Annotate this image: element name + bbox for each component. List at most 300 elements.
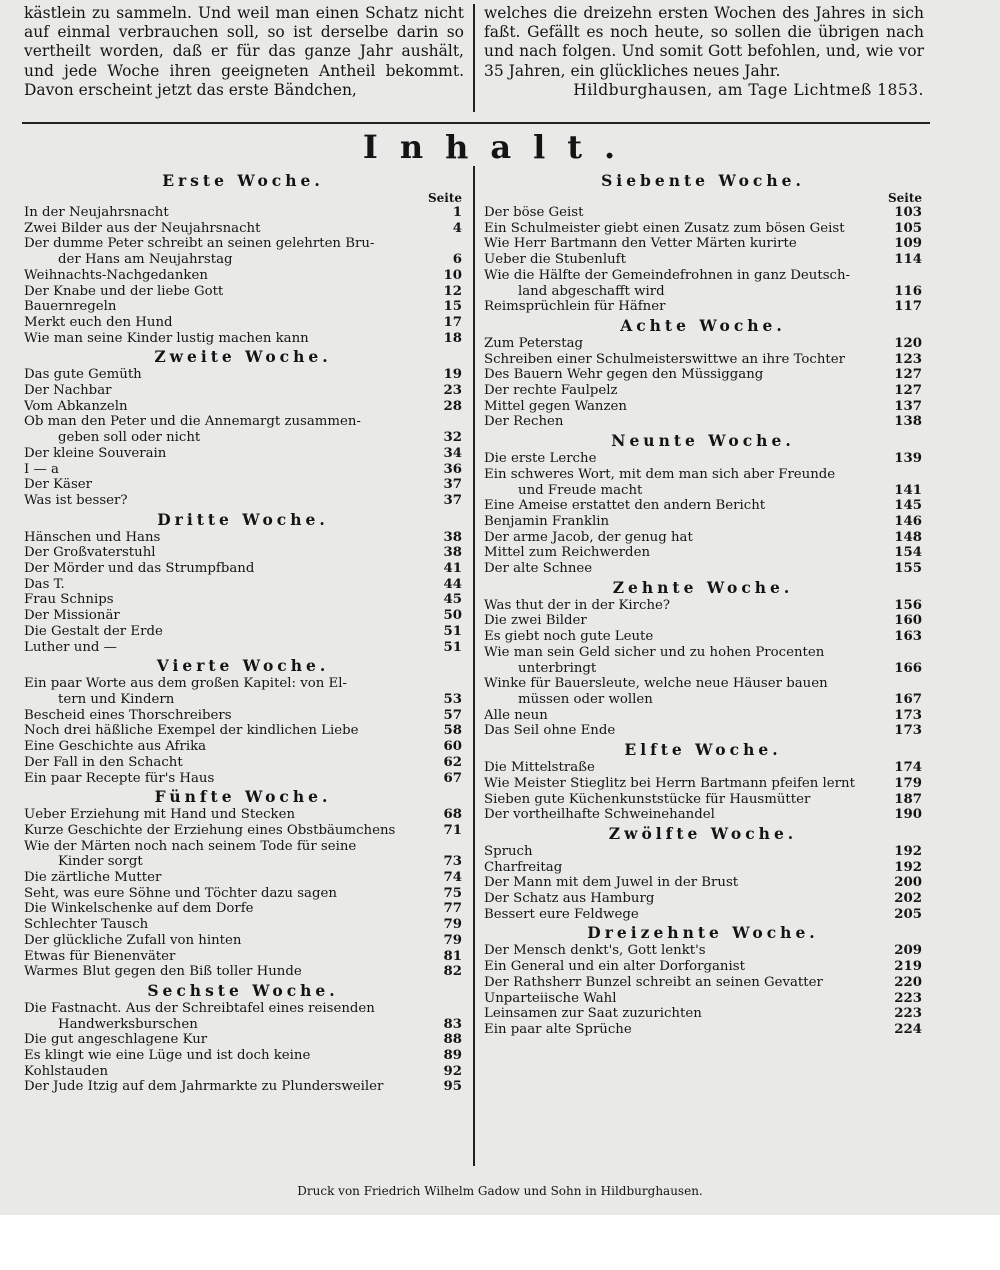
toc-entry-page: 123 (894, 351, 922, 367)
toc-entry (484, 692, 922, 708)
toc-entry (484, 629, 922, 645)
toc-entry-page: 187 (894, 791, 922, 807)
toc-entry-title: Ueber Erziehung mit Hand und Stecken (24, 807, 296, 823)
toc-entry (484, 561, 922, 577)
toc-entry-page: 127 (894, 383, 922, 399)
toc-entry-page: 92 (443, 1063, 462, 1079)
week-heading: Zwölfte Woche. (608, 823, 798, 843)
toc-entry-page: 146 (894, 513, 922, 529)
toc-entry (24, 755, 462, 771)
toc-entry-title: Hänschen und Hans (24, 529, 161, 545)
toc-entry (24, 624, 462, 640)
toc-entry-page: 74 (443, 870, 462, 886)
toc-entry-title: Der Mörder und das Strumpfband (24, 561, 255, 577)
toc-entry-title: Wie Herr Bartmann den Vetter Märten kurirte (484, 236, 797, 252)
toc-entry-title: unterbringt (518, 660, 597, 676)
toc-entry (484, 483, 922, 499)
toc-entry-page: 141 (894, 482, 922, 498)
toc-entry-title: Der Jude Itzig auf dem Jahrmarkte zu Plundersweiler (24, 1079, 384, 1095)
toc-entry-title: Ein General und ein alter Dorforganist (484, 959, 745, 975)
toc-entry-page: 10 (443, 267, 462, 283)
toc-entry-page: 156 (894, 597, 922, 613)
toc-entry (484, 299, 922, 315)
toc-entry (24, 1048, 462, 1064)
toc-entry-page: 50 (443, 608, 462, 624)
toc-entry (484, 844, 922, 860)
toc-entry-page: 148 (894, 529, 922, 545)
toc-entry-page: 1 (452, 205, 462, 220)
toc-entry-page: 192 (894, 843, 922, 859)
toc-entry (24, 530, 462, 546)
toc-entry-title: Reimsprüchlein für Häfner (484, 299, 666, 315)
toc-entry (24, 221, 462, 237)
toc-entry-title: tern und Kindern (58, 691, 175, 707)
toc-entry-title: Wie Meister Stieglitz bei Herrn Bartmann pfeifen lernt (484, 775, 855, 791)
toc-entry (484, 414, 922, 430)
toc-entry (24, 462, 462, 478)
toc-entry-title: Die zärtliche Mutter (24, 870, 162, 886)
toc-entry (484, 907, 922, 923)
toc-entry-title: Es klingt wie eine Lüge und ist doch keine (24, 1048, 311, 1064)
toc-entry-title: Der Knabe und der liebe Gott (24, 283, 224, 299)
toc-entry-title: Etwas für Bienenväter (24, 948, 176, 964)
toc-entry (24, 723, 462, 739)
toc-entry (24, 1001, 462, 1017)
toc-entry-page: 17 (443, 314, 462, 330)
toc-entry-page: 53 (443, 691, 462, 707)
toc-entry (24, 949, 462, 965)
toc-entry (484, 975, 922, 991)
week-heading: Elfte Woche. (624, 740, 782, 760)
toc-entry-page: 34 (443, 445, 462, 461)
toc-entry-title: Alle neun (484, 707, 548, 723)
toc-entry-title: Der vortheilhafte Schweinehandel (484, 807, 715, 823)
toc-entry-title: Der Rechen (484, 414, 564, 430)
toc-entry (484, 252, 922, 268)
toc-entry-title: Benjamin Franklin (484, 513, 610, 529)
toc-entry-title: Ein paar Worte aus dem großen Kapitel: von El- (24, 676, 347, 692)
toc-entry-title: Eine Geschichte aus Afrika (24, 739, 207, 755)
toc-entry-page: 4 (452, 220, 462, 236)
toc-entry-page: 167 (894, 691, 922, 707)
toc-entry (24, 886, 462, 902)
toc-entry (24, 771, 462, 787)
toc-entry-page: 174 (894, 760, 922, 776)
toc-entry-page: 67 (443, 770, 462, 786)
toc-entry-page: 155 (894, 561, 922, 577)
toc-entry-page: 58 (443, 723, 462, 739)
toc-entry-title: Die Gestalt der Erde (24, 623, 163, 639)
week-heading: Neunte Woche. (611, 431, 795, 451)
toc-entry (24, 383, 462, 399)
toc-entry-page: 81 (443, 948, 462, 964)
toc-entry-title: Mittel zum Reichwerden (484, 545, 651, 561)
toc-entry (484, 236, 922, 252)
toc-entry-title: Der Mensch denkt's, Gott lenkt's (484, 943, 706, 959)
toc-entry-title: Bessert eure Feldwege (484, 906, 639, 922)
toc-entry-page: 38 (443, 545, 462, 561)
toc-entry (24, 268, 462, 284)
toc-entry (24, 545, 462, 561)
column-divider (473, 166, 475, 1166)
toc-entry-title: Ein paar Recepte für's Haus (24, 770, 215, 786)
toc-entry (24, 901, 462, 917)
toc-entry (24, 1064, 462, 1080)
toc-entry-title: Sieben gute Küchenkunststücke für Hausmütter (484, 791, 811, 807)
toc-entry (484, 367, 922, 383)
toc-entry (24, 739, 462, 755)
toc-entry-page: 95 (443, 1079, 462, 1095)
toc-right-column (484, 170, 922, 1038)
toc-entry (24, 561, 462, 577)
toc-entry (484, 284, 922, 300)
toc-entry-title: Frau Schnips (24, 592, 114, 608)
toc-entry-title: Wie man seine Kinder lustig machen kann (24, 330, 309, 346)
toc-entry (484, 545, 922, 561)
toc-entry-title: Der glückliche Zufall von hinten (24, 932, 242, 948)
toc-entry-title: Der kleine Souverain (24, 445, 167, 461)
toc-entry-title: Der Rathsherr Bunzel schreibt an seinen Gevatter (484, 974, 823, 990)
toc-entry-title: Des Bauern Wehr gegen den Müssiggang (484, 367, 764, 383)
toc-entry-title: Ueber die Stubenluft (484, 252, 626, 268)
toc-entry-page: 68 (443, 807, 462, 823)
toc-entry-page: 71 (443, 822, 462, 838)
toc-entry-title: der Hans am Neujahrstag (58, 252, 233, 268)
toc-entry-title: Eine Ameise erstattet den andern Bericht (484, 498, 766, 514)
page-title: Inhalt. (362, 128, 638, 166)
toc-entry (24, 1079, 462, 1095)
toc-entry-title: Der Mann mit dem Juwel in der Brust (484, 875, 739, 891)
toc-entry (24, 692, 462, 708)
toc-entry (24, 252, 462, 268)
toc-entry (24, 367, 462, 383)
toc-entry (24, 299, 462, 315)
toc-entry-page: 15 (443, 299, 462, 315)
toc-entry-page: 223 (894, 990, 922, 1006)
toc-entry-title: und Freude macht (518, 482, 643, 498)
toc-entry-page: 19 (443, 367, 462, 383)
toc-entry-page: 51 (443, 623, 462, 639)
intro-right-text: welches die dreizehn ersten Wochen des Jahres in sich faßt. Gefällt es noch heute, so sollen die übrigen nach und nach folgen. Und somit Gott befohlen, und, wie vor 35 Jahren, ein glückliches neues Jahr. (484, 4, 924, 80)
toc-entry (24, 608, 462, 624)
intro-right-column (484, 4, 924, 100)
toc-entry-page: 6 (452, 252, 462, 268)
toc-entry-page: 160 (894, 613, 922, 629)
toc-entry (484, 645, 922, 661)
toc-entry-title: Schlechter Tausch (24, 917, 149, 933)
toc-entry-page: 79 (443, 932, 462, 948)
toc-entry (484, 514, 922, 530)
toc-entry-title: Das T. (24, 576, 65, 592)
week-heading: Achte Woche. (620, 315, 786, 335)
toc-entry (24, 284, 462, 300)
toc-entry-title: Charfreitag (484, 859, 563, 875)
toc-entry-title: Die Fastnacht. Aus der Schreibtafel eines reisenden (24, 1000, 375, 1016)
toc-entry-title: Weihnachts-Nachgedanken (24, 267, 208, 283)
toc-entry (24, 1017, 462, 1033)
toc-entry-title: Mittel gegen Wanzen (484, 398, 627, 414)
toc-entry (484, 708, 922, 724)
toc-entry-title: Kurze Geschichte der Erziehung eines Obstbäumchens (24, 822, 396, 838)
toc-entry (484, 661, 922, 677)
toc-entry (484, 723, 922, 739)
toc-entry-title: Zum Peterstag (484, 335, 584, 351)
week-heading: Fünfte Woche. (154, 787, 332, 807)
toc-entry-title: Der rechte Faulpelz (484, 383, 618, 399)
toc-entry (484, 943, 922, 959)
toc-entry-title: Warmes Blut gegen den Biß toller Hunde (24, 964, 302, 980)
toc-entry-title: Bescheid eines Thorschreibers (24, 707, 232, 723)
toc-entry-page: 127 (894, 367, 922, 383)
toc-entry (484, 613, 922, 629)
toc-entry-title: Der Käser (24, 477, 93, 493)
toc-entry (484, 792, 922, 808)
toc-entry-page: 138 (894, 414, 922, 430)
toc-entry-page: 28 (443, 398, 462, 414)
intro-signature: Hildburghausen, am Tage Lichtmeß 1853. (573, 80, 924, 99)
toc-entry (24, 477, 462, 493)
toc-entry (484, 760, 922, 776)
toc-entry-title: Der arme Jacob, der genug hat (484, 529, 693, 545)
toc-entry (24, 854, 462, 870)
toc-entry (24, 839, 462, 855)
toc-entry-page: 103 (894, 205, 922, 220)
toc-entry (484, 352, 922, 368)
week-heading: Dritte Woche. (157, 509, 329, 529)
toc-entry (24, 331, 462, 347)
toc-entry-page: 82 (443, 964, 462, 980)
intro-left-column (24, 4, 464, 100)
toc-entry (484, 991, 922, 1007)
toc-entry-page: 114 (894, 252, 922, 268)
toc-entry-page: 163 (894, 629, 922, 645)
toc-entry-page: 79 (443, 917, 462, 933)
toc-entry-title: Der alte Schnee (484, 561, 593, 577)
toc-entry (484, 875, 922, 891)
toc-entry-page: 117 (894, 299, 922, 315)
week-heading: Vierte Woche. (156, 656, 330, 676)
toc-entry-page: 57 (443, 707, 462, 723)
toc-entry-title: Der Großvaterstuhl (24, 545, 156, 561)
toc-entry-page: 202 (894, 891, 922, 907)
toc-entry-title: I — a (24, 461, 59, 477)
toc-entry (24, 823, 462, 839)
toc-entry-page: 223 (894, 1006, 922, 1022)
toc-left-column (24, 170, 462, 1095)
toc-entry-title: Wie man sein Geld sicher und zu hohen Procenten (484, 644, 825, 660)
toc-entry (24, 917, 462, 933)
toc-entry (484, 451, 922, 467)
toc-entry (484, 860, 922, 876)
toc-entry (484, 676, 922, 692)
week-heading: Zehnte Woche. (612, 577, 794, 597)
toc-entry-title: Wie die Hälfte der Gemeindefrohnen in ganz Deutsch- (484, 267, 851, 283)
toc-entry-title: Die Mittelstraße (484, 760, 595, 776)
toc-entry (484, 1006, 922, 1022)
toc-entry (24, 446, 462, 462)
toc-entry (24, 933, 462, 949)
toc-entry-title: In der Neujahrsnacht (24, 205, 169, 220)
toc-entry (24, 1032, 462, 1048)
toc-entry-title: müssen oder wollen (518, 691, 653, 707)
toc-entry-title: Wie der Märten noch nach seinem Tode für seine (24, 838, 357, 854)
toc-entry-page: 73 (443, 854, 462, 870)
toc-entry-page: 205 (894, 906, 922, 922)
intro-left-text: kästlein zu sammeln. Und weil man einen Schatz nicht auf einmal verbrauchen soll, so ist derselbe darin so vertheilt worden, daß er für das ganze Jahr aushält, und jede Woche ihren geeigneten Antheil bekommt. Davon erscheint jetzt das erste Bändchen, (24, 4, 464, 99)
week-heading: Erste Woche. (162, 171, 324, 190)
toc-entry (24, 807, 462, 823)
toc-entry-title: Der Nachbar (24, 383, 112, 399)
toc-entry-page: 219 (894, 959, 922, 975)
toc-entry-page: 109 (894, 236, 922, 252)
toc-entry (24, 577, 462, 593)
toc-entry-title: land abgeschafft wird (518, 283, 665, 299)
toc-entry-page: 139 (894, 451, 922, 467)
toc-entry-title: Der dumme Peter schreibt an seinen gelehrten Bru- (24, 236, 375, 252)
horizontal-rule (22, 122, 930, 124)
toc-entry-page: 44 (443, 576, 462, 592)
toc-entry-title: Seht, was eure Söhne und Töchter dazu sagen (24, 885, 337, 901)
toc-entry (484, 336, 922, 352)
toc-entry (24, 236, 462, 252)
toc-entry-page: 209 (894, 943, 922, 959)
toc-entry-page: 220 (894, 974, 922, 990)
toc-entry-title: Vom Abkanzeln (24, 398, 128, 414)
toc-entry-title: Winke für Bauersleute, welche neue Häuser bauen (484, 676, 828, 692)
toc-entry-page: 37 (443, 492, 462, 508)
toc-entry-page: 38 (443, 529, 462, 545)
toc-entry-page: 145 (894, 498, 922, 514)
toc-entry (484, 205, 922, 221)
toc-entry-page: 200 (894, 875, 922, 891)
toc-entry-title: Das gute Gemüth (24, 367, 142, 383)
toc-entry-title: Ob man den Peter und die Annemargt zusammen- (24, 414, 361, 430)
toc-entry (484, 598, 922, 614)
toc-entry-title: Die Winkelschenke auf dem Dorfe (24, 901, 254, 917)
toc-entry-page: 83 (443, 1016, 462, 1032)
week-heading: Dreizehnte Woche. (587, 923, 819, 943)
toc-entry (484, 776, 922, 792)
week-heading: Zweite Woche. (154, 347, 332, 367)
toc-entry-title: Die zwei Bilder (484, 613, 587, 629)
toc-entry (484, 383, 922, 399)
toc-entry (484, 498, 922, 514)
toc-entry-page: 137 (894, 398, 922, 414)
toc-entry (24, 315, 462, 331)
toc-entry-page: 173 (894, 707, 922, 723)
toc-entry-title: Es giebt noch gute Leute (484, 629, 654, 645)
toc-entry (24, 676, 462, 692)
toc-entry (484, 221, 922, 237)
toc-entry-title: Der Fall in den Schacht (24, 754, 183, 770)
toc-entry-title: geben soll oder nicht (58, 430, 201, 446)
toc-entry (24, 430, 462, 446)
toc-entry (484, 399, 922, 415)
toc-entry-title: Was thut der in der Kirche? (484, 597, 671, 613)
toc-entry (484, 807, 922, 823)
toc-entry-title: Spruch (484, 843, 533, 859)
toc-entry-page: 192 (894, 859, 922, 875)
toc-entry-page: 120 (894, 335, 922, 351)
toc-entry-page: 89 (443, 1048, 462, 1064)
toc-entry-page: 224 (894, 1021, 922, 1037)
toc-entry-page: 45 (443, 592, 462, 608)
toc-entry-title: Der Schatz aus Hamburg (484, 891, 655, 907)
toc-entry (24, 493, 462, 509)
toc-entry-title: Schreiben einer Schulmeisterswittwe an ihre Tochter (484, 351, 845, 367)
toc-entry-page: 41 (443, 561, 462, 577)
toc-entry (24, 964, 462, 980)
toc-entry-page: 105 (894, 220, 922, 236)
toc-entry-title: Ein Schulmeister giebt einen Zusatz zum bösen Geist (484, 220, 845, 236)
toc-entry (484, 268, 922, 284)
toc-entry-page: 116 (894, 283, 922, 299)
toc-entry-title: Die gut angeschlagene Kur (24, 1032, 208, 1048)
page-column-label: Seite (887, 191, 922, 205)
toc-entry (24, 399, 462, 415)
toc-entry-title: Merkt euch den Hund (24, 314, 173, 330)
toc-entry-page: 51 (443, 639, 462, 655)
toc-entry-title: Luther und — (24, 639, 117, 655)
toc-entry-page: 88 (443, 1032, 462, 1048)
toc-entry (24, 205, 462, 221)
toc-entry (484, 1022, 922, 1038)
toc-entry (484, 467, 922, 483)
toc-entry (24, 870, 462, 886)
toc-entry-page: 23 (443, 383, 462, 399)
toc-entry-page: 32 (443, 430, 462, 446)
toc-entry-title: Kohlstauden (24, 1063, 109, 1079)
week-heading: Siebente Woche. (601, 171, 805, 190)
toc-entry-page: 37 (443, 477, 462, 493)
week-heading: Sechste Woche. (147, 980, 339, 1000)
toc-entry (484, 959, 922, 975)
page-column-label: Seite (427, 191, 462, 205)
toc-entry-page: 36 (443, 461, 462, 477)
toc-entry-title: Ein paar alte Sprüche (484, 1021, 632, 1037)
top-column-divider (473, 4, 475, 112)
toc-entry-page: 166 (894, 660, 922, 676)
toc-entry-page: 154 (894, 545, 922, 561)
toc-entry-title: Kinder sorgt (58, 854, 143, 870)
toc-entry (24, 640, 462, 656)
toc-entry-title: Die erste Lerche (484, 451, 597, 467)
toc-entry-page: 173 (894, 723, 922, 739)
toc-entry-title: Was ist besser? (24, 492, 128, 508)
toc-entry (24, 592, 462, 608)
toc-entry-title: Zwei Bilder aus der Neujahrsnacht (24, 220, 261, 236)
toc-entry-page: 18 (443, 330, 462, 346)
toc-entry (484, 891, 922, 907)
toc-entry (24, 414, 462, 430)
toc-entry-title: Noch drei häßliche Exempel der kindlichen Liebe (24, 723, 359, 739)
toc-entry-page: 62 (443, 754, 462, 770)
toc-entry-page: 179 (894, 775, 922, 791)
toc-entry (24, 708, 462, 724)
toc-entry (484, 530, 922, 546)
toc-entry-title: Bauernregeln (24, 299, 117, 315)
toc-entry-page: 77 (443, 901, 462, 917)
toc-entry-page: 60 (443, 739, 462, 755)
toc-entry-title: Leinsamen zur Saat zuzurichten (484, 1006, 702, 1022)
toc-entry-page: 12 (443, 283, 462, 299)
toc-entry-title: Der böse Geist (484, 205, 584, 220)
toc-entry-title: Ein schweres Wort, mit dem man sich aber Freunde (484, 466, 836, 482)
toc-entry-title: Der Missionär (24, 608, 120, 624)
toc-entry-title: Unparteiische Wahl (484, 990, 617, 1006)
toc-entry-title: Handwerksburschen (58, 1016, 198, 1032)
printer-imprint: Druck von Friedrich Wilhelm Gadow und Sohn in Hildburghausen. (297, 1184, 703, 1198)
